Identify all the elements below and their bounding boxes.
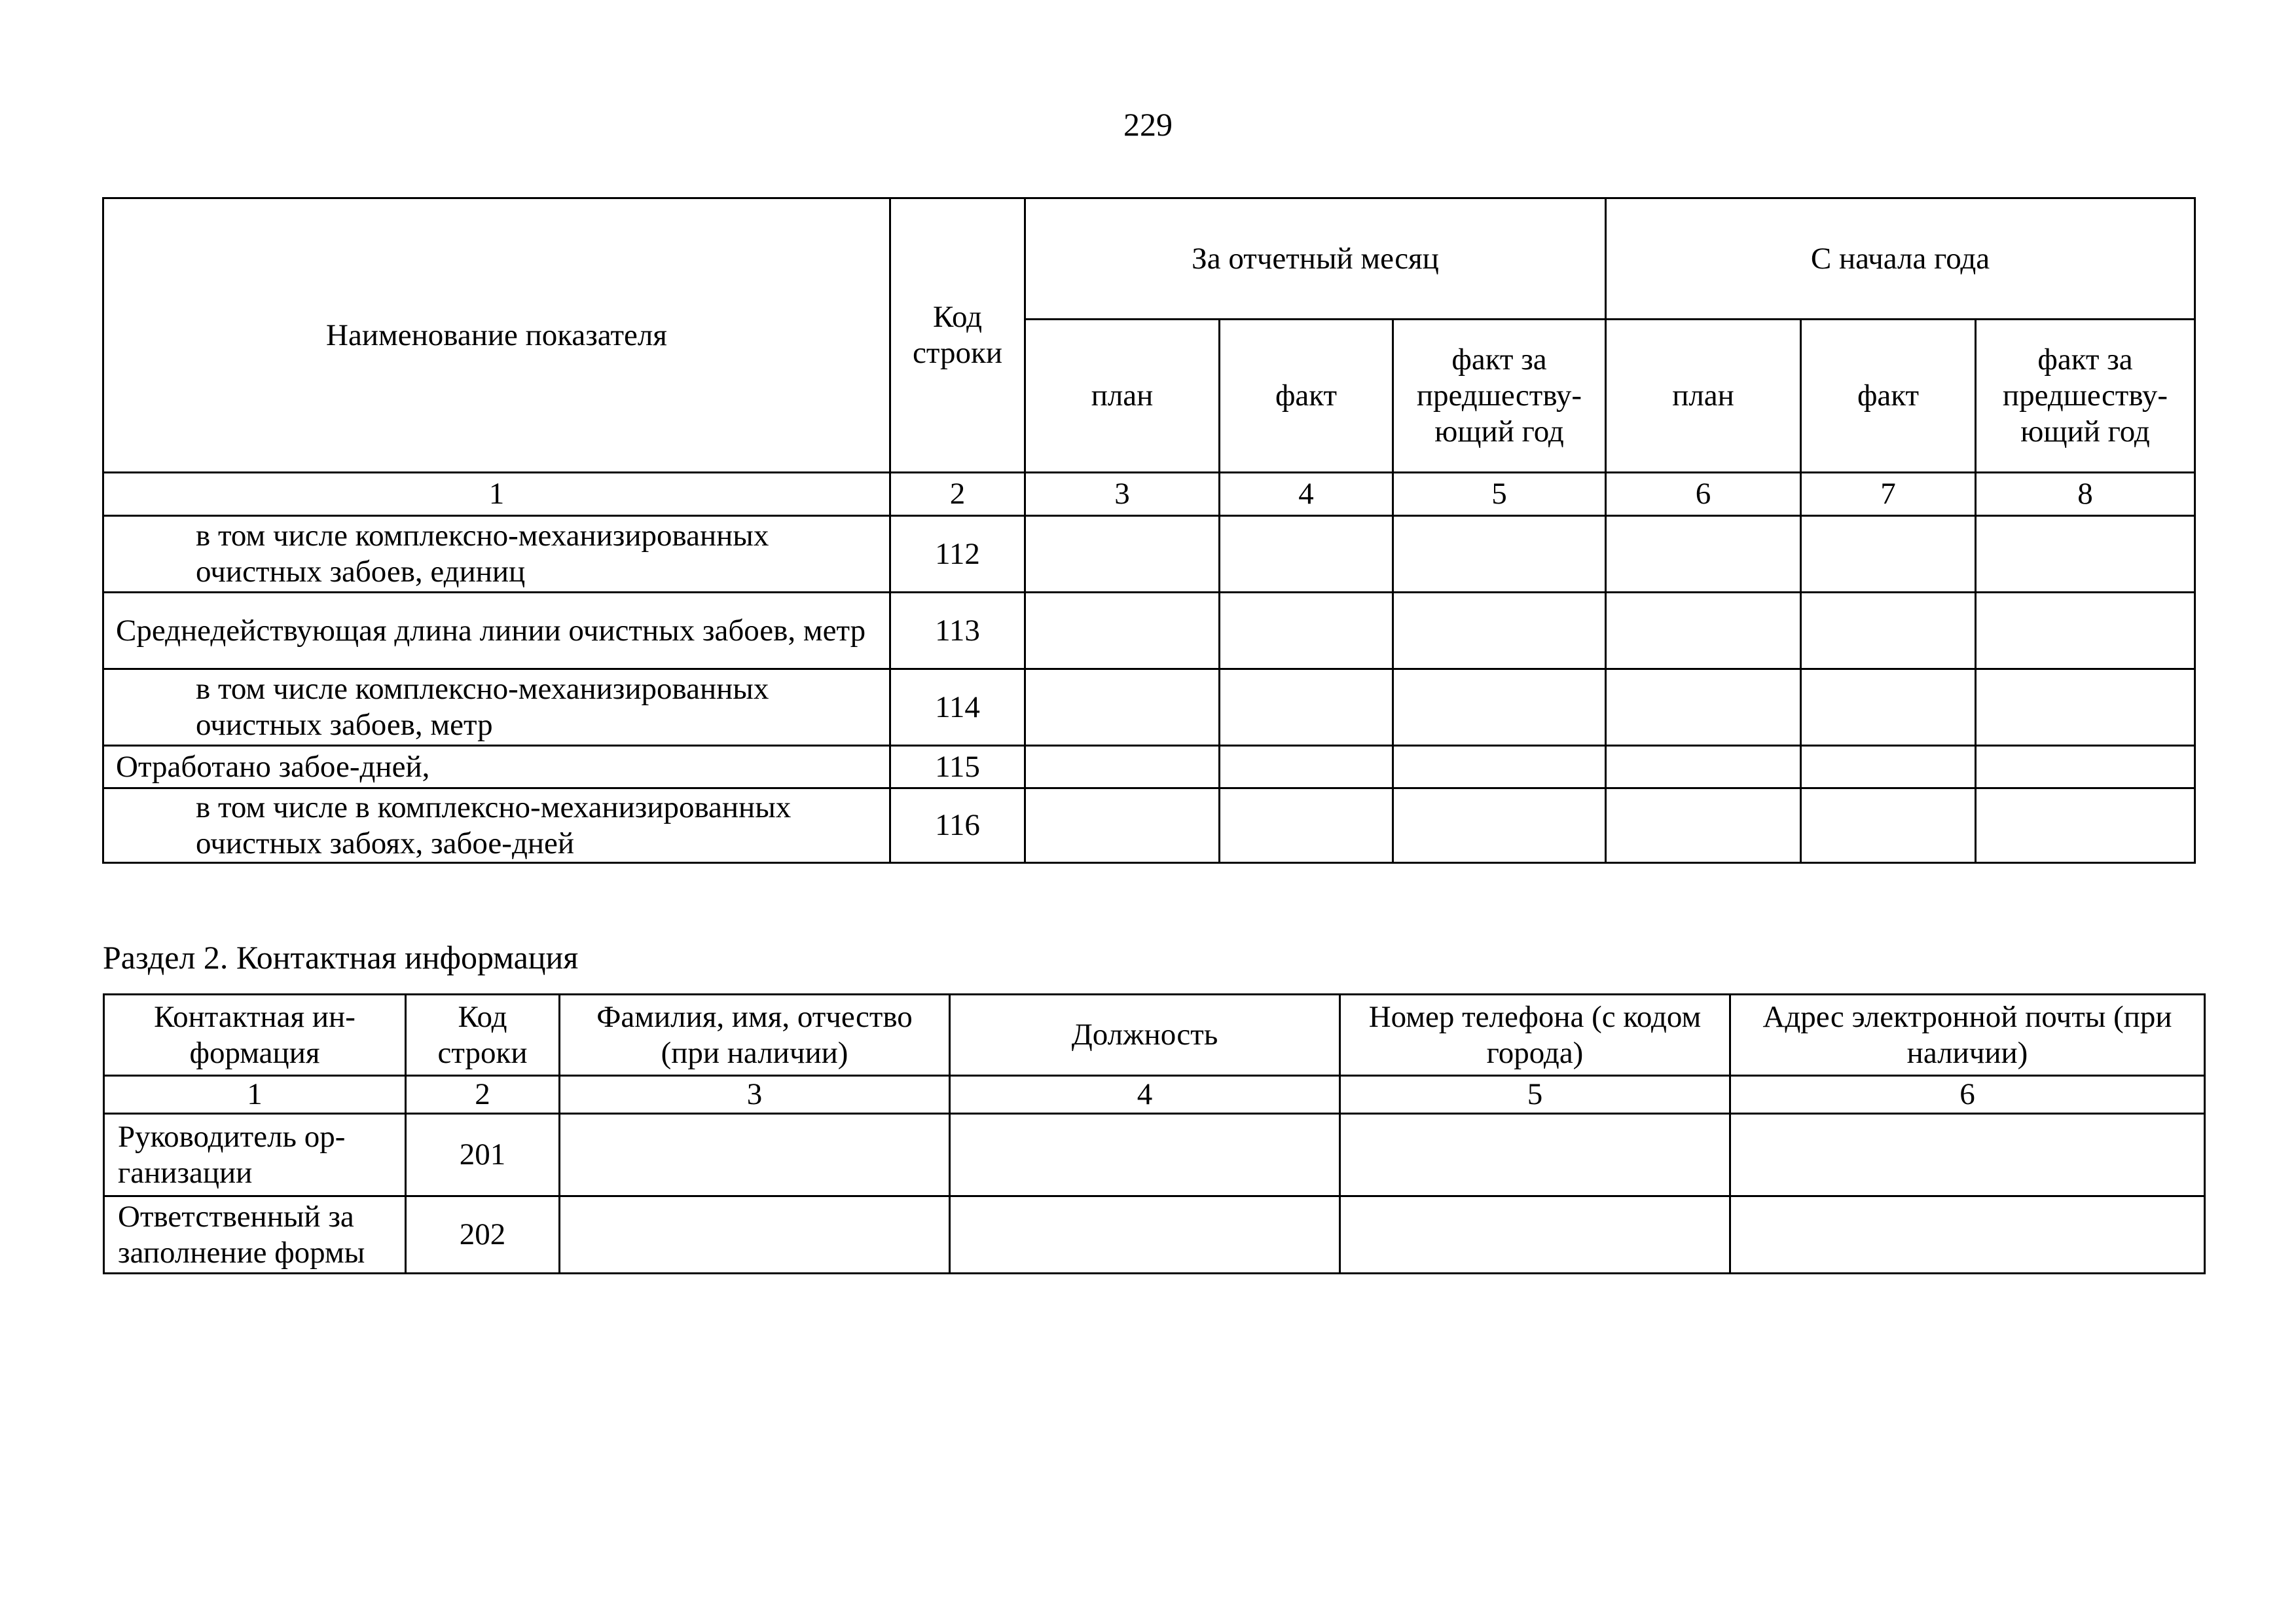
data-cell[interactable] <box>560 1114 950 1196</box>
data-cell[interactable] <box>1606 516 1801 593</box>
data-cell[interactable] <box>1606 746 1801 788</box>
data-cell[interactable] <box>1393 788 1606 863</box>
table-row <box>104 1114 2205 1196</box>
row-code: 116 <box>890 788 1025 863</box>
data-cell[interactable] <box>950 1114 1340 1196</box>
indicator-name: в том числе комплексно-механизированных очистных забоев, единиц <box>103 516 890 593</box>
data-cell[interactable] <box>1220 516 1393 593</box>
data-cell[interactable] <box>1025 788 1220 863</box>
data-cell[interactable] <box>1220 669 1393 746</box>
data-cell[interactable] <box>1393 593 1606 669</box>
column-number-row <box>103 473 2195 516</box>
data-cell[interactable] <box>1340 1114 1730 1196</box>
column-number: 3 <box>1025 473 1220 516</box>
column-number: 8 <box>1976 473 2195 516</box>
data-cell[interactable] <box>1393 516 1606 593</box>
indicator-name: в том числе комплексно-механизированных очистных забоев, метр <box>103 669 890 746</box>
header-reporting-month: За отчетный месяц <box>1025 198 1606 320</box>
header-phone-number: Номер телефона (с кодом города) <box>1340 995 1730 1076</box>
header-email-address: Адрес электронной почты (при наличии) <box>1730 995 2205 1076</box>
header-plan: план <box>1025 320 1220 473</box>
row-code: 202 <box>406 1196 560 1274</box>
column-number-row <box>104 1076 2205 1114</box>
row-code: 115 <box>890 746 1025 788</box>
data-cell[interactable] <box>1801 593 1976 669</box>
header-since-year-start: С начала года <box>1606 198 2195 320</box>
header-fact-previous-year: факт за предшеству-ющий год <box>1393 320 1606 473</box>
column-number: 7 <box>1801 473 1976 516</box>
header-fact: факт <box>1801 320 1976 473</box>
contact-role: Ответственный за заполнение формы <box>104 1196 406 1274</box>
indicator-name: в том числе в комплексно-механизированных очистных забоях, забое-дней <box>103 788 890 863</box>
row-code: 113 <box>890 593 1025 669</box>
header-fact: факт <box>1220 320 1393 473</box>
data-cell[interactable] <box>560 1196 950 1274</box>
data-cell[interactable] <box>1606 788 1801 863</box>
data-cell[interactable] <box>1801 788 1976 863</box>
column-number: 5 <box>1393 473 1606 516</box>
contact-role: Руководитель ор-ганизации <box>104 1114 406 1196</box>
indicator-name: Среднедействующая длина линии очистных забоев, метр <box>103 593 890 669</box>
table-row <box>103 669 2195 746</box>
column-number: 6 <box>1606 473 1801 516</box>
column-number: 2 <box>406 1076 560 1114</box>
data-cell[interactable] <box>1976 669 2195 746</box>
data-cell[interactable] <box>1393 746 1606 788</box>
column-number: 1 <box>104 1076 406 1114</box>
contact-info-table <box>103 993 2206 1274</box>
data-cell[interactable] <box>1340 1196 1730 1274</box>
data-cell[interactable] <box>1976 788 2195 863</box>
indicator-name: Отработано забое-дней, <box>103 746 890 788</box>
header-position: Должность <box>950 995 1340 1076</box>
table-row <box>103 746 2195 788</box>
header-indicator-name: Наименование показателя <box>103 198 890 473</box>
row-code: 114 <box>890 669 1025 746</box>
row-code: 201 <box>406 1114 560 1196</box>
data-cell[interactable] <box>1606 669 1801 746</box>
column-number: 1 <box>103 473 890 516</box>
header-contact-info: Контактная ин-формация <box>104 995 406 1076</box>
data-cell[interactable] <box>1220 746 1393 788</box>
data-cell[interactable] <box>1730 1196 2205 1274</box>
data-cell[interactable] <box>1025 593 1220 669</box>
table-row <box>103 788 2195 863</box>
data-cell[interactable] <box>1606 593 1801 669</box>
header-row-code: Код строки <box>406 995 560 1076</box>
column-number: 4 <box>1220 473 1393 516</box>
data-cell[interactable] <box>1220 593 1393 669</box>
row-code: 112 <box>890 516 1025 593</box>
column-number: 2 <box>890 473 1025 516</box>
indicators-table <box>102 197 2196 864</box>
data-cell[interactable] <box>1801 669 1976 746</box>
data-cell[interactable] <box>1976 593 2195 669</box>
data-cell[interactable] <box>950 1196 1340 1274</box>
header-plan: план <box>1606 320 1801 473</box>
header-fact-previous-year: факт за предшеству-ющий год <box>1976 320 2195 473</box>
data-cell[interactable] <box>1976 516 2195 593</box>
data-cell[interactable] <box>1976 746 2195 788</box>
data-cell[interactable] <box>1393 669 1606 746</box>
column-number: 4 <box>950 1076 1340 1114</box>
data-cell[interactable] <box>1025 746 1220 788</box>
column-number: 3 <box>560 1076 950 1114</box>
page-number: 229 <box>1123 106 1173 143</box>
data-cell[interactable] <box>1025 516 1220 593</box>
column-number: 5 <box>1340 1076 1730 1114</box>
data-cell[interactable] <box>1730 1114 2205 1196</box>
header-row-code: Код строки <box>890 198 1025 473</box>
section-title: Раздел 2. Контактная информация <box>103 939 579 976</box>
data-cell[interactable] <box>1801 516 1976 593</box>
column-number: 6 <box>1730 1076 2205 1114</box>
data-cell[interactable] <box>1220 788 1393 863</box>
table-row <box>104 1196 2205 1274</box>
table-row <box>103 593 2195 669</box>
data-cell[interactable] <box>1801 746 1976 788</box>
header-full-name: Фамилия, имя, отчество (при наличии) <box>560 995 950 1076</box>
data-cell[interactable] <box>1025 669 1220 746</box>
table-row <box>103 516 2195 593</box>
